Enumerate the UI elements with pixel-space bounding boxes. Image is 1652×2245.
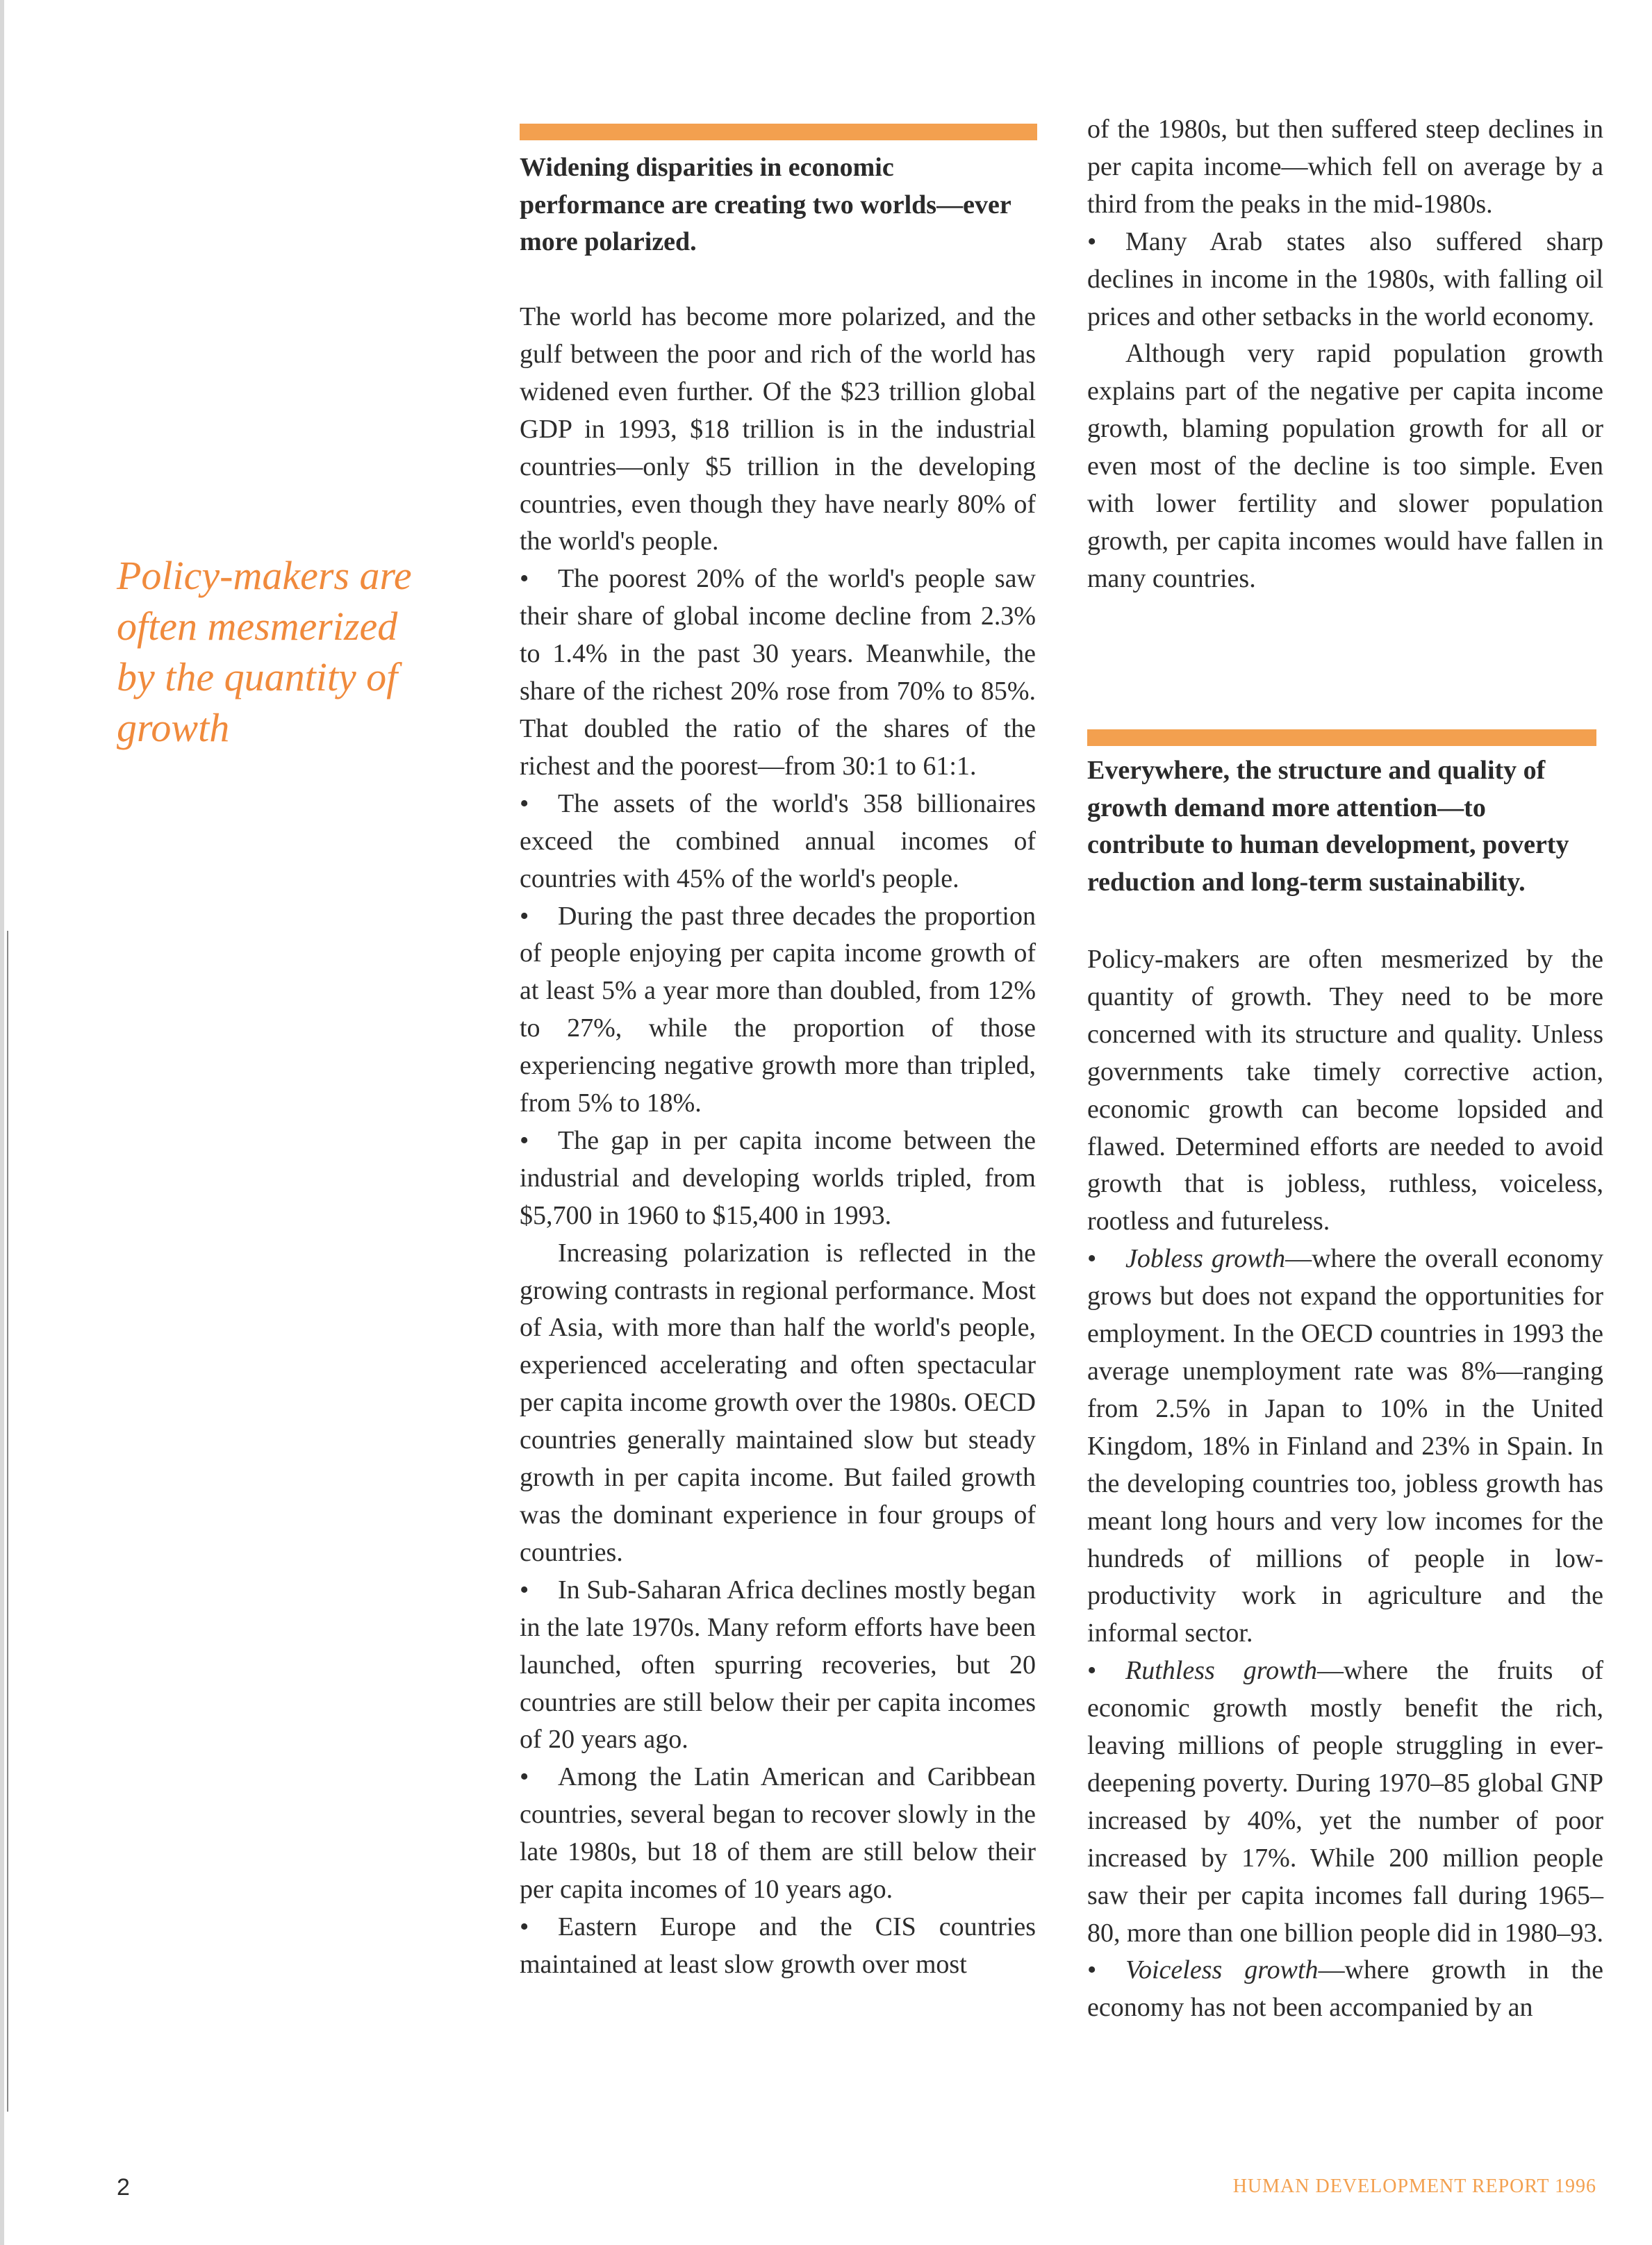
- column-right-bottom: [1087, 941, 1603, 2027]
- paragraph: of the 1980s, but then suffered steep declines in per capita income—which fell on average by a third from the peaks in the mid-1980s.: [1087, 115, 1603, 219]
- paragraph: Policy-makers are often mesmerized by the quantity of growth. They need to be more concerned with its structure and quality. Unless governments take timely corrective action, economic growth can become lopsided and flawed. Determined efforts are needed to avoid growth that is jobless, ruthless, voiceless, rootless and futureless.: [1087, 945, 1603, 1236]
- page-binding-line: [7, 931, 8, 2112]
- term-jobless: Jobless growth: [1125, 1244, 1286, 1274]
- term-voiceless: Voiceless growth: [1125, 1955, 1319, 1985]
- bullet-icon: •: [520, 1912, 529, 1941]
- paragraph: Although very rapid population growth explains part of the negative per capita income growth, blaming population growth for all or even most of the decline is too simple. Even with lower fertility and slower population growth, per capita incomes would have fallen in many countries.: [1087, 339, 1603, 593]
- bullet-item: • During the past three decades the proportion of people enjoying per capita income growth of at least 5% a year more than doubled, from 12% to 27%, while the proportion of those experiencing negative growth more than tripled, from 5% to 18%.: [520, 898, 1036, 1122]
- bullet-item: • Eastern Europe and the CIS countries maintained at least slow growth over most: [520, 1909, 1036, 1984]
- bullet-icon: •: [1087, 226, 1097, 256]
- bullet-icon: •: [520, 1762, 529, 1792]
- term-ruthless: Ruthless growth: [1125, 1656, 1318, 1686]
- section-rule: [520, 124, 1037, 140]
- column-left: [520, 299, 1036, 1984]
- section-heading: Everywhere, the structure and quality of growth demand more attention—to contribute to human development, poverty reduction and long-term sustainability.: [1087, 756, 1569, 897]
- running-title: HUMAN DEVELOPMENT REPORT 1996: [1232, 2176, 1596, 2197]
- paragraph: The world has become more polarized, and the gulf between the poor and rich of the world has widened even further. Of the $23 trillion global GDP in 1993, $18 trillion is in the industrial countries—only $5 trillion in the developing countries, even though they have nearly 80% of the world's people.: [520, 302, 1036, 556]
- bullet-icon: •: [520, 564, 529, 594]
- bullet-item: • In Sub-Saharan Africa declines mostly began in the late 1970s. Many reform efforts have been launched, often spurring recoveries, but 20 countries are still below their per capita incomes of 20 years ago.: [520, 1572, 1036, 1759]
- pullquote: Policy-makers are often mesmerized by the quantity of growth: [117, 553, 412, 750]
- bullet-icon: •: [520, 901, 529, 931]
- bullet-item: • Voiceless growth—where growth in the economy has not been accompanied by an: [1087, 1952, 1603, 2027]
- bullet-icon: •: [1087, 1955, 1097, 1985]
- page-number: 2: [117, 2174, 130, 2201]
- bullet-icon: •: [520, 1125, 529, 1155]
- page-binding-edge: [0, 0, 4, 2245]
- bullet-icon: •: [520, 788, 529, 818]
- section-rule: [1087, 729, 1596, 746]
- bullet-icon: •: [520, 1575, 529, 1605]
- section-heading: Widening disparities in economic performance are creating two worlds—ever more polarized.: [520, 153, 1011, 256]
- bullet-item: • The gap in per capita income between the industrial and developing worlds tripled, from $5,700 in 1960 to $15,400 in 1993.: [520, 1122, 1036, 1235]
- bullet-item: • Jobless growth—where the overall economy grows but does not expand the opportunities for employment. In the OECD countries in 1993 the average unemployment rate was 8%—ranging from 2.5% in Japan to 10% in the United Kingdom, 18% in Finland and 23% in Spain. In the developing countries too, jobless growth has meant long hours and very low incomes for the hundreds of millions of people in low-productivity work in agriculture and the informal sector.: [1087, 1241, 1603, 1652]
- bullet-item: • The assets of the world's 358 billionaires exceed the combined annual incomes of countries with 45% of the world's people.: [520, 786, 1036, 898]
- bullet-item: • Among the Latin American and Caribbean countries, several began to recover slowly in the late 1980s, but 18 of them are still below their per capita incomes of 10 years ago.: [520, 1759, 1036, 1909]
- bullet-icon: •: [1087, 1244, 1097, 1274]
- bullet-item: • Many Arab states also suffered sharp declines in income in the 1980s, with falling oil prices and other setbacks in the world economy.: [1087, 224, 1603, 336]
- bullet-icon: •: [1087, 1656, 1097, 1686]
- column-right-top: [1087, 111, 1603, 598]
- bullet-item: • Ruthless growth—where the fruits of economic growth mostly benefit the rich, leaving millions of people struggling in ever-deepening poverty. During 1970–85 global GNP increased by 40%, yet the number of poor increased by 17%. While 200 million people saw their per capita incomes fall during 1965–80, more than one billion people did in 1980–93.: [1087, 1652, 1603, 1952]
- bullet-item: • The poorest 20% of the world's people saw their share of global income decline from 2.3% to 1.4% in the past 30 years. Meanwhile, the share of the richest 20% rose from 70% to 85%. That doubled the ratio of the shares of the richest and the poorest—from 30:1 to 61:1.: [520, 561, 1036, 785]
- paragraph: Increasing polarization is reflected in the growing contrasts in regional performance. Most of Asia, with more than half the world's people, experienced accelerating and often spectacular per capita income growth over the 1980s. OECD countries generally maintained slow but steady growth in per capita income. But failed growth was the dominant experience in four groups of countries.: [520, 1238, 1036, 1567]
